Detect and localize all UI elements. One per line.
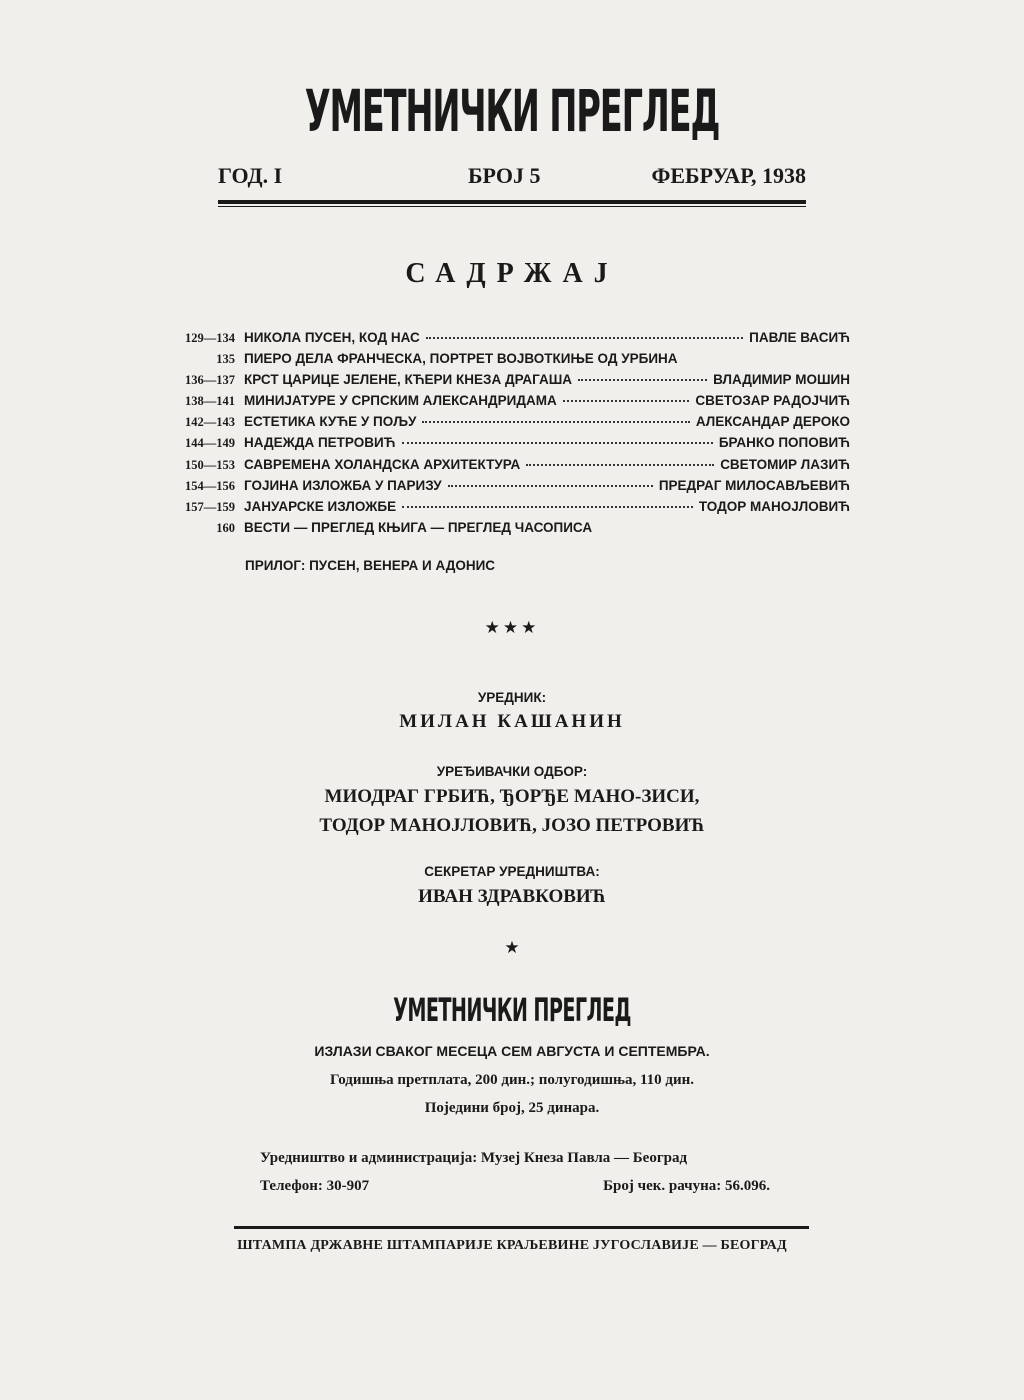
toc-article-title: ГОЈИНА ИЗЛОЖБА У ПАРИЗУ [244, 477, 442, 493]
phone-number: Телефон: 30-907 [260, 1178, 370, 1194]
toc-article-title: КРСТ ЦАРИЦЕ ЈЕЛЕНЕ, КЋЕРИ КНЕЗА ДРАГАША [244, 372, 573, 388]
toc-dot-leader [578, 379, 707, 381]
single-issue-price: Поједини број, 25 динара. [424, 1100, 600, 1116]
toc-article-title: МИНИЈАТУРЕ У СРПСКИМ АЛЕКСАНДРИДАМА [244, 393, 557, 409]
toc-dot-leader [422, 421, 689, 423]
toc-article-title: ПИЕРО ДЕЛА ФРАНЧЕСКА, ПОРТРЕТ ВОЈВОТКИЊЕ ОД УРБИНА [244, 351, 678, 367]
toc-row [160, 478, 850, 499]
toc-pages: 129—134 [185, 331, 235, 345]
publication-frequency: ИЗЛАЗИ СВАКОГ МЕСЕЦА СЕМ АВГУСТА И СЕПТЕМБРА. [314, 1043, 710, 1059]
toc-row [160, 414, 850, 435]
toc-row [160, 351, 850, 372]
toc-dot-leader [402, 506, 693, 508]
toc-author: СВЕТОМИР ЛАЗИЋ [720, 456, 850, 472]
toc-author: ТОДОР МАНОЈЛОВИЋ [698, 498, 850, 514]
toc-article-title: НАДЕЖДА ПЕТРОВИЋ [244, 435, 396, 451]
header-rule-thick [218, 200, 806, 204]
toc-pages: 157—159 [185, 499, 235, 514]
toc-author: БРАНКО ПОПОВИЋ [718, 435, 850, 451]
subscription-prices: Годишња претплата, 200 дин.; полугодишња, 110 дин. [330, 1072, 694, 1088]
toc-pages: 160 [216, 520, 235, 535]
toc-author: ПАВЛЕ ВАСИЋ [749, 330, 850, 345]
toc-dot-leader [563, 400, 690, 402]
toc-article-title: ВЕСТИ — ПРЕГЛЕД КЊИГА — ПРЕГЛЕД ЧАСОПИСА [244, 519, 593, 535]
editor-name: МИЛАН КАШАНИН [399, 711, 625, 732]
toc-dot-leader [526, 464, 714, 466]
masthead-title: УМЕТНИЧКИ ПРЕГЛЕД [304, 77, 720, 145]
toc-article-title: ЈАНУАРСКЕ ИЗЛОЖБЕ [244, 498, 397, 514]
board-label: УРЕЂИВАЧКИ ОДБОР: [436, 764, 588, 779]
toc-dot-leader [402, 442, 713, 444]
toc-dot-leader [448, 485, 653, 487]
toc-article-title: НИКОЛА ПУСЕН, КОД НАС [244, 330, 420, 345]
table-of-contents [160, 330, 850, 541]
toc-author: ВЛАДИМИР МОШИН [713, 372, 850, 388]
toc-pages: 154—156 [185, 478, 235, 493]
printer-imprint: ШТАМПА ДРЖАВНЕ ШТАМПАРИЈЕ КРАЉЕВИНЕ ЈУГОСЛАВИЈЕ — БЕОГРАД [237, 1238, 787, 1253]
three-stars-divider: ★★★ [484, 618, 540, 638]
footer-rule [234, 1226, 809, 1229]
publication-masthead: УМЕТНИЧКИ ПРЕГЛЕД [393, 991, 631, 1029]
issue-date: ФЕБРУАР, 1938 [651, 163, 806, 188]
toc-article-title: САВРЕМЕНА ХОЛАНДСКА АРХИТЕКТУРА [244, 456, 521, 472]
toc-row [160, 393, 850, 414]
administration-address [260, 1150, 770, 1172]
bank-account: Број чек. рачуна: 56.096. [603, 1178, 770, 1194]
board-members-line2: ТОДОР МАНОЈЛОВИЋ, ЈОЗО ПЕТРОВИЋ [319, 815, 705, 836]
contents-heading: САДРЖАЈ [405, 258, 619, 289]
single-star-divider: ★ [504, 938, 520, 958]
issue-line [218, 163, 806, 193]
secretary-name: ИВАН ЗДРАВКОВИЋ [418, 886, 606, 907]
toc-row [160, 499, 850, 520]
header-rule-thin [218, 206, 806, 207]
toc-pages: 142—143 [185, 415, 235, 430]
toc-author: СВЕТОЗАР РАДОЈЧИЋ [695, 393, 850, 409]
toc-row [160, 330, 850, 351]
toc-pages: 144—149 [185, 436, 235, 451]
toc-row [160, 457, 850, 478]
toc-author: ПРЕДРАГ МИЛОСАВЉЕВИЋ [658, 477, 850, 493]
toc-pages: 135 [216, 352, 235, 367]
editor-label: УРЕДНИК: [477, 690, 547, 705]
contact-line [260, 1178, 770, 1200]
address-text: Уредништво и администрација: Музеј Кнеза Павла — Београд [260, 1150, 688, 1166]
secretary-label: СЕКРЕТАР УРЕДНИШТВА: [424, 864, 600, 879]
toc-author: АЛЕКСАНДАР ДЕРОКО [695, 414, 850, 430]
toc-row [160, 372, 850, 393]
supplement-note: ПРИЛОГ: ПУСЕН, ВЕНЕРА И АДОНИС [245, 558, 496, 573]
toc-row [160, 520, 850, 541]
toc-pages: 138—141 [185, 394, 235, 409]
issue-number: БРОЈ 5 [468, 163, 541, 188]
toc-dot-leader [426, 337, 743, 339]
toc-article-title: ЕСТЕТИКА КУЋЕ У ПОЉУ [244, 414, 417, 430]
toc-pages: 136—137 [185, 373, 235, 388]
issue-year: ГОД. I [218, 163, 283, 188]
board-members-line1: МИОДРАГ ГРБИЋ, ЂОРЂЕ МАНО-ЗИСИ, [324, 786, 700, 807]
toc-pages: 150—153 [185, 457, 235, 472]
toc-row [160, 435, 850, 456]
